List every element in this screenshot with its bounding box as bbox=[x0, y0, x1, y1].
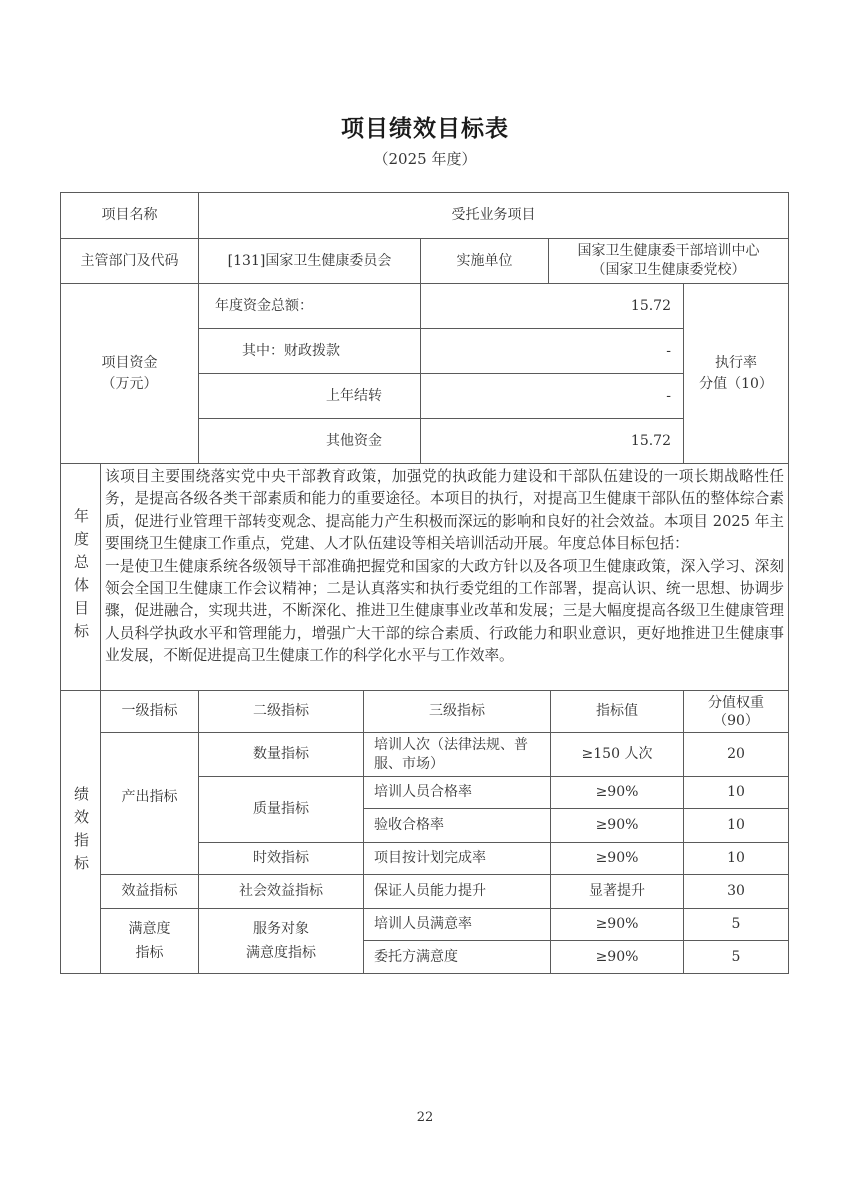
document-subtitle: （2025 年度） bbox=[373, 150, 477, 168]
annual-goal-text bbox=[100, 463, 789, 691]
indicator-weight: 5 bbox=[683, 940, 789, 974]
level2-quality: 质量指标 bbox=[198, 776, 364, 843]
indicator-weight: 10 bbox=[683, 808, 789, 843]
level2-service-line1: 服务对象 bbox=[253, 921, 309, 937]
indicator-value: ≥150 人次 bbox=[550, 732, 684, 777]
header-level2: 二级指标 bbox=[198, 690, 364, 733]
level1-satisfaction-line1: 满意度 bbox=[128, 921, 171, 937]
impl-unit-line1: 国家卫生健康委干部培训中心 bbox=[577, 243, 760, 259]
indicator-value: 显著提升 bbox=[550, 874, 684, 909]
indicator-weight: 20 bbox=[683, 732, 789, 777]
impl-unit-line2: （国家卫生健康委党校） bbox=[591, 262, 746, 278]
header-weight bbox=[683, 690, 789, 733]
indicator-weight: 5 bbox=[683, 908, 789, 941]
header-weight-line2: （90） bbox=[713, 712, 759, 729]
indicators-label-text: 绩效指标 bbox=[72, 786, 90, 878]
funds-row-label: 年度资金总额： bbox=[198, 283, 421, 329]
indicator-value: ≥90% bbox=[550, 808, 684, 843]
header-value: 指标值 bbox=[550, 690, 684, 733]
level3-indicator: 项目按计划完成率 bbox=[363, 842, 551, 875]
level3-indicator: 保证人员能力提升 bbox=[363, 874, 551, 909]
indicator-weight: 10 bbox=[683, 776, 789, 809]
level1-satisfaction bbox=[100, 908, 199, 974]
project-name-value: 受托业务项目 bbox=[198, 192, 789, 239]
level2-service-line2: 满意度指标 bbox=[246, 945, 316, 961]
indicators-label bbox=[60, 690, 101, 974]
execution-score bbox=[683, 283, 789, 464]
annual-goal-label-text: 年度总体目标 bbox=[72, 508, 90, 646]
header-level3: 三级指标 bbox=[363, 690, 551, 733]
level3-indicator: 培训人次（法律法规、普服、市场） bbox=[363, 732, 551, 777]
dept-label: 主管部门及代码 bbox=[60, 238, 199, 284]
funds-row-label: 上年结转 bbox=[198, 373, 421, 419]
annual-goal-paragraph-1: 该项目主要围绕落实党中央干部教育政策，加强党的执政能力建设和干部队伍建设的一项长期战略性任务，是提高各级各类干部素质和能力的重要途径。本项目的执行，对提高卫生健康干部队伍的整体综合素质，促进行业管理干部转变观念、提高能力产生积极而深远的影响和良好的社会效益。本项目 2025 年主要围绕卫生健康工作重点，党建、人才队伍建设等相关培训活动开展。年度总体目标包括： bbox=[105, 468, 784, 553]
dept-value: [131]国家卫生健康委员会 bbox=[198, 238, 421, 284]
indicator-weight: 30 bbox=[683, 874, 789, 909]
level1-satisfaction-line2: 指标 bbox=[135, 945, 164, 961]
execution-score-line1: 执行率 bbox=[715, 354, 757, 371]
project-name-label: 项目名称 bbox=[60, 192, 199, 239]
level3-indicator: 培训人员合格率 bbox=[363, 776, 551, 809]
impl-unit-value bbox=[548, 238, 789, 284]
level2-timeliness: 时效指标 bbox=[198, 842, 364, 875]
level3-indicator: 委托方满意度 bbox=[363, 940, 551, 974]
funds-row-value: 15.72 bbox=[420, 283, 684, 329]
funds-row-value: 15.72 bbox=[420, 418, 684, 464]
level2-social: 社会效益指标 bbox=[198, 874, 364, 909]
header-level1: 一级指标 bbox=[100, 690, 199, 733]
funds-label bbox=[60, 283, 199, 464]
level1-output: 产出指标 bbox=[100, 732, 199, 875]
document-title: 项目绩效目标表 bbox=[341, 116, 509, 142]
level2-quantity: 数量指标 bbox=[198, 732, 364, 777]
funds-row-label: 其他资金 bbox=[198, 418, 421, 464]
annual-goal-label bbox=[60, 463, 101, 691]
funds-row-value: - bbox=[420, 373, 684, 419]
impl-unit-label: 实施单位 bbox=[420, 238, 549, 284]
level2-service bbox=[198, 908, 364, 974]
funds-label-line1: 项目资金 bbox=[101, 354, 158, 371]
funds-row-value: - bbox=[420, 328, 684, 374]
funds-row-label: 其中：财政拨款 bbox=[198, 328, 421, 374]
execution-score-line2: 分值（10） bbox=[699, 375, 773, 392]
level1-benefit: 效益指标 bbox=[100, 874, 199, 909]
indicator-value: ≥90% bbox=[550, 842, 684, 875]
indicator-value: ≥90% bbox=[550, 908, 684, 941]
indicator-value: ≥90% bbox=[550, 776, 684, 809]
level3-indicator: 培训人员满意率 bbox=[363, 908, 551, 941]
indicator-weight: 10 bbox=[683, 842, 789, 875]
page-number: 22 bbox=[416, 1110, 434, 1125]
annual-goal-paragraph-2: 一是使卫生健康系统各级领导干部准确把握党和国家的大政方针以及各项卫生健康政策，深入学习、深刻领会全国卫生健康工作会议精神；二是认真落实和执行委党组的工作部署，提高认识、统一思想、协调步骤，促进融合，实现共进，不断深化、推进卫生健康事业改革和发展；三是大幅度提高各级卫生健康管理人员科学执政水平和管理能力，增强广大干部的综合素质、行政能力和职业意识，更好地推进卫生健康事业发展，不断促进提高卫生健康工作的科学化水平与工作效率。 bbox=[105, 557, 784, 665]
header-weight-line1: 分值权重 bbox=[708, 694, 764, 711]
indicator-value: ≥90% bbox=[550, 940, 684, 974]
funds-label-line2: （万元） bbox=[101, 375, 158, 392]
level3-indicator: 验收合格率 bbox=[363, 808, 551, 843]
